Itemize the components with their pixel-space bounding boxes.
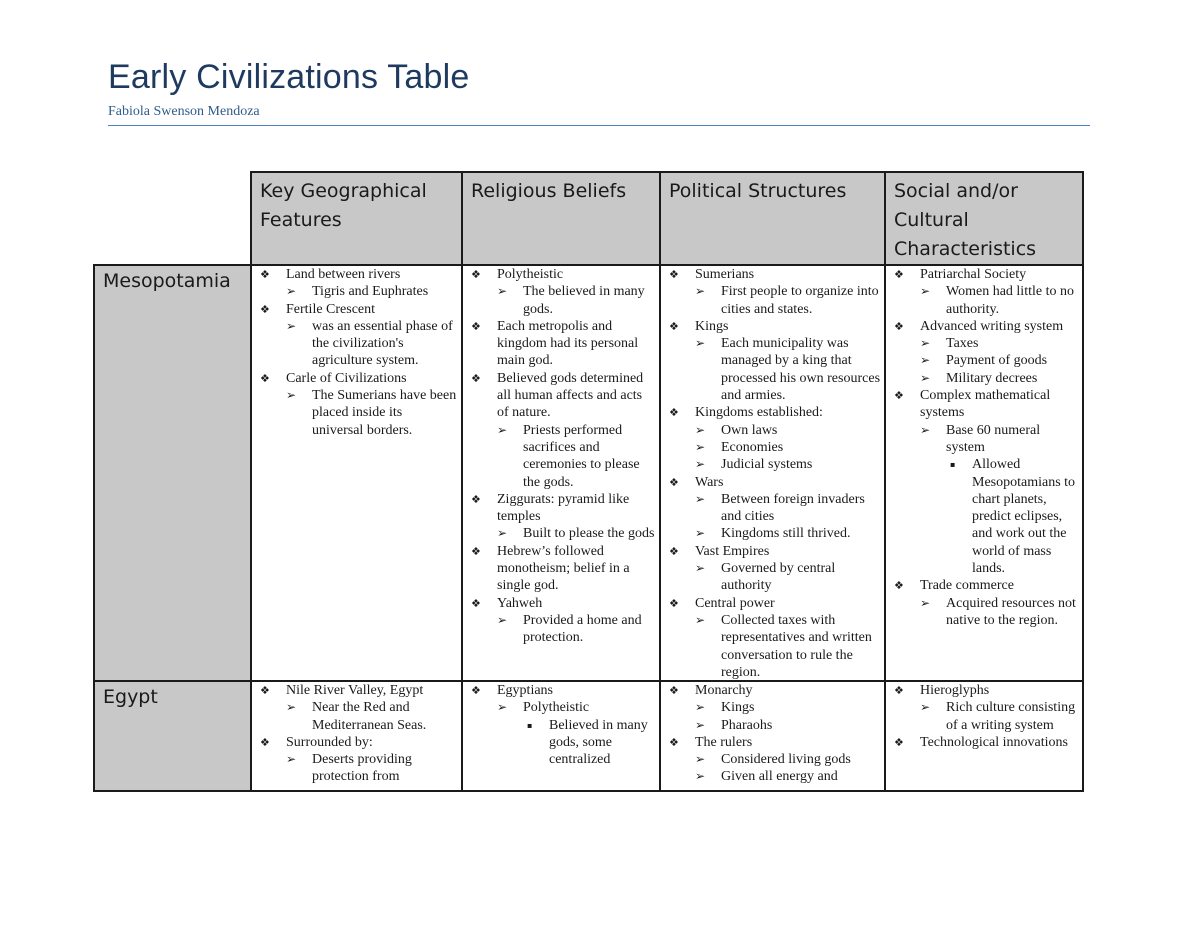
- list-item: [497, 612, 655, 647]
- list-item-text: Built to please the gods: [523, 526, 655, 542]
- table-cell: [462, 681, 660, 791]
- bullet-list: [260, 266, 457, 439]
- square-bullet-icon: ▪: [527, 720, 533, 730]
- cell-content: [252, 682, 461, 790]
- diamond-star-bullet-icon: ❖: [471, 371, 481, 385]
- list-item-text: Kings: [721, 700, 755, 716]
- table-corner-cell: [94, 172, 251, 265]
- list-item-text: Acquired resources not native to the region.: [946, 595, 1076, 628]
- list-item: [669, 318, 880, 404]
- table-cell: [251, 681, 462, 791]
- arrow-bullet-icon: ➢: [695, 284, 706, 299]
- list-item-text: Believed gods determined all human affects and acts of nature.: [497, 370, 644, 421]
- list-item-text: The rulers: [695, 734, 753, 750]
- list-item-text: Wars: [695, 474, 724, 490]
- list-item: [260, 734, 457, 786]
- list-item: [920, 422, 1078, 578]
- list-item: [695, 491, 880, 526]
- cell-content: [463, 682, 659, 790]
- list-item: [260, 301, 457, 370]
- list-item-text: Carle of Civilizations: [286, 370, 407, 386]
- diamond-star-bullet-icon: ❖: [894, 389, 904, 403]
- diamond-star-bullet-icon: ❖: [471, 596, 481, 610]
- bullet-list: [894, 682, 1078, 751]
- arrow-bullet-icon: ➢: [920, 370, 931, 385]
- arrow-bullet-icon: ➢: [695, 422, 706, 437]
- arrow-bullet-icon: ➢: [920, 422, 931, 437]
- diamond-star-bullet-icon: ❖: [669, 406, 679, 420]
- arrow-bullet-icon: ➢: [286, 284, 297, 299]
- diamond-star-bullet-icon: ❖: [669, 684, 679, 697]
- bullet-list: [920, 283, 1078, 318]
- list-item-text: Tigris and Euphrates: [312, 284, 429, 300]
- diamond-star-bullet-icon: ❖: [471, 492, 481, 506]
- cell-content: [886, 266, 1082, 680]
- bullet-list: [286, 283, 457, 300]
- list-item-text: Fertile Crescent: [286, 301, 376, 317]
- list-item-text: Egyptians: [497, 683, 553, 698]
- list-item-text: Ziggurats: pyramid like temples: [497, 491, 630, 525]
- column-header-social: Social and/or Cultural Characteristics: [885, 172, 1083, 265]
- bullet-list: [471, 266, 655, 647]
- list-item: [286, 318, 457, 370]
- arrow-bullet-icon: ➢: [920, 284, 931, 299]
- arrow-bullet-icon: ➢: [920, 595, 931, 610]
- list-item: [669, 543, 880, 595]
- diamond-star-bullet-icon: ❖: [669, 735, 679, 749]
- list-item: [497, 525, 655, 542]
- list-item: [669, 682, 880, 734]
- diamond-star-bullet-icon: ❖: [669, 268, 679, 281]
- list-item: [695, 612, 880, 680]
- list-item: [894, 266, 1078, 318]
- list-item-text: Allowed Mesopotamians to chart planets, predict eclipses, and work out the world of mass lands.: [972, 457, 1076, 577]
- list-item: [471, 370, 655, 491]
- list-item-text: Economies: [721, 439, 784, 455]
- list-item-text: First people to organize into cities and states.: [721, 284, 879, 317]
- list-item-text: Sumerians: [695, 267, 755, 282]
- list-item-text: Yahweh: [497, 595, 543, 611]
- list-item-text: Military decrees: [946, 370, 1038, 386]
- diamond-star-bullet-icon: ❖: [669, 319, 679, 333]
- list-item: [695, 525, 880, 542]
- list-item-text: Pharaohs: [721, 717, 773, 733]
- list-item-text: Judicial systems: [721, 457, 813, 473]
- table-row-mesopotamia: [94, 265, 1083, 681]
- arrow-bullet-icon: ➢: [497, 526, 508, 541]
- table-cell: [660, 265, 885, 681]
- bullet-list: [695, 751, 880, 786]
- list-item: [695, 560, 880, 595]
- list-item: [497, 283, 655, 318]
- list-item: [920, 352, 1078, 369]
- diamond-star-bullet-icon: ❖: [471, 684, 481, 697]
- bullet-list: [260, 682, 457, 786]
- list-item-text: Each municipality was managed by a king that processed his own resources and armies.: [721, 336, 881, 404]
- list-item-text: Near the Red and Mediterranean Seas.: [312, 700, 427, 733]
- list-item: [695, 439, 880, 456]
- diamond-star-bullet-icon: ❖: [894, 735, 904, 749]
- bullet-list: [946, 456, 1078, 577]
- diamond-star-bullet-icon: ❖: [260, 684, 270, 697]
- list-item: [260, 682, 457, 734]
- arrow-bullet-icon: ➢: [695, 769, 706, 784]
- list-item-text: Nile River Valley, Egypt: [286, 683, 424, 698]
- bullet-list: [920, 699, 1078, 734]
- document-title: Early Civilizations Table: [108, 58, 470, 96]
- arrow-bullet-icon: ➢: [497, 284, 508, 299]
- cell-content: [661, 266, 884, 680]
- list-item-text: Considered living gods: [721, 752, 851, 768]
- bullet-list: [523, 717, 655, 769]
- arrow-bullet-icon: ➢: [286, 388, 297, 403]
- bullet-list: [286, 699, 457, 734]
- list-item: [695, 456, 880, 473]
- table-row-egypt: [94, 681, 1083, 791]
- bullet-list: [695, 283, 880, 318]
- list-item-text: Polytheistic: [523, 700, 590, 716]
- list-item-text: Priests performed sacrifices and ceremonies to please the gods.: [523, 422, 640, 490]
- list-item-text: Surrounded by:: [286, 734, 373, 750]
- list-item-text: Complex mathematical systems: [920, 388, 1051, 421]
- bullet-list: [695, 699, 880, 734]
- list-item: [894, 577, 1078, 629]
- list-item: [920, 283, 1078, 318]
- list-item: [471, 266, 655, 318]
- bullet-list: [669, 682, 880, 786]
- list-item: [894, 318, 1078, 387]
- arrow-bullet-icon: ➢: [286, 752, 297, 767]
- cell-content: [661, 682, 884, 790]
- bullet-list: [497, 612, 655, 647]
- list-item-text: Between foreign invaders and cities: [721, 491, 865, 525]
- list-item-text: Kingdoms still thrived.: [721, 526, 851, 542]
- list-item: [669, 595, 880, 680]
- diamond-star-bullet-icon: ❖: [894, 268, 904, 281]
- cell-content: [886, 682, 1082, 790]
- list-item: [471, 595, 655, 647]
- list-item: [695, 717, 880, 734]
- diamond-star-bullet-icon: ❖: [471, 268, 481, 281]
- bullet-list: [497, 422, 655, 491]
- diamond-star-bullet-icon: ❖: [260, 735, 270, 749]
- diamond-star-bullet-icon: ❖: [669, 475, 679, 489]
- arrow-bullet-icon: ➢: [497, 700, 508, 715]
- list-item-text: Kings: [695, 318, 729, 334]
- list-item: [497, 699, 655, 768]
- bullet-list: [286, 751, 457, 786]
- diamond-star-bullet-icon: ❖: [471, 319, 481, 333]
- table-cell: [660, 681, 885, 791]
- civilizations-table: [93, 171, 1084, 792]
- list-item: [260, 370, 457, 439]
- arrow-bullet-icon: ➢: [695, 336, 706, 351]
- bullet-list: [920, 422, 1078, 578]
- document-author: Fabiola Swenson Mendoza: [108, 104, 260, 119]
- arrow-bullet-icon: ➢: [920, 336, 931, 351]
- list-item: [260, 266, 457, 301]
- list-item: [286, 699, 457, 734]
- list-item: [894, 734, 1078, 751]
- bullet-list: [497, 525, 655, 542]
- diamond-star-bullet-icon: ❖: [260, 302, 270, 316]
- bullet-list: [695, 491, 880, 543]
- diamond-star-bullet-icon: ❖: [894, 579, 904, 593]
- diamond-star-bullet-icon: ❖: [894, 684, 904, 697]
- arrow-bullet-icon: ➢: [497, 612, 508, 627]
- list-item: [695, 335, 880, 404]
- arrow-bullet-icon: ➢: [695, 700, 706, 715]
- list-item-text: Deserts providing protection from: [312, 752, 412, 785]
- list-item: [286, 283, 457, 300]
- list-item-text: Given all energy and: [721, 769, 838, 785]
- list-item: [920, 699, 1078, 734]
- list-item: [669, 266, 880, 318]
- list-item: [695, 422, 880, 439]
- arrow-bullet-icon: ➢: [695, 561, 706, 576]
- list-item-text: was an essential phase of the civilization's agriculture system.: [312, 318, 453, 369]
- cell-content: [252, 266, 461, 680]
- diamond-star-bullet-icon: ❖: [260, 371, 270, 385]
- arrow-bullet-icon: ➢: [695, 439, 706, 454]
- bullet-list: [669, 266, 880, 680]
- list-item-text: Rich culture consisting of a writing system: [946, 700, 1076, 733]
- column-header-religion: Religious Beliefs: [462, 172, 660, 265]
- arrow-bullet-icon: ➢: [497, 422, 508, 437]
- diamond-star-bullet-icon: ❖: [669, 596, 679, 610]
- list-item-text: Believed in many gods, some centralized: [549, 717, 648, 768]
- list-item: [695, 751, 880, 768]
- list-item-text: Provided a home and protection.: [523, 612, 642, 646]
- row-label-mesopotamia: Mesopotamia: [94, 265, 251, 681]
- diamond-star-bullet-icon: ❖: [471, 544, 481, 558]
- diamond-star-bullet-icon: ❖: [260, 268, 270, 281]
- list-item-text: Vast Empires: [695, 543, 770, 559]
- list-item: [894, 387, 1078, 577]
- list-item-text: Monarchy: [695, 683, 753, 698]
- list-item: [695, 768, 880, 785]
- table-cell: [885, 681, 1083, 791]
- list-item-text: Own laws: [721, 422, 778, 438]
- list-item-text: Advanced writing system: [920, 318, 1064, 334]
- diamond-star-bullet-icon: ❖: [894, 319, 904, 333]
- bullet-list: [894, 266, 1078, 629]
- arrow-bullet-icon: ➢: [920, 700, 931, 715]
- cell-content: [463, 266, 659, 680]
- bullet-list: [497, 699, 655, 768]
- list-item-text: Hebrew’s followed monotheism; belief in a single god.: [497, 543, 630, 594]
- list-item-text: Base 60 numeral system: [946, 422, 1041, 455]
- list-item: [497, 422, 655, 491]
- list-item: [286, 751, 457, 786]
- list-item: [471, 543, 655, 595]
- arrow-bullet-icon: ➢: [695, 752, 706, 767]
- table-header-row: [94, 172, 1083, 265]
- arrow-bullet-icon: ➢: [695, 612, 706, 627]
- list-item: [669, 474, 880, 543]
- bullet-list: [695, 422, 880, 474]
- list-item-text: Patriarchal Society: [920, 267, 1027, 282]
- list-item-text: Taxes: [946, 336, 979, 352]
- list-item: [946, 456, 1078, 577]
- bullet-list: [471, 682, 655, 768]
- arrow-bullet-icon: ➢: [695, 526, 706, 541]
- list-item-text: Kingdoms established:: [695, 405, 823, 421]
- list-item: [920, 595, 1078, 630]
- bullet-list: [695, 335, 880, 404]
- square-bullet-icon: ▪: [950, 460, 956, 470]
- column-header-geography: Key Geographical Features: [251, 172, 462, 265]
- column-header-politics: Political Structures: [660, 172, 885, 265]
- list-item: [695, 699, 880, 716]
- diamond-star-bullet-icon: ❖: [669, 544, 679, 558]
- bullet-list: [920, 595, 1078, 630]
- bullet-list: [286, 387, 457, 439]
- list-item-text: Central power: [695, 595, 775, 611]
- list-item-text: Each metropolis and kingdom had its personal main god.: [497, 318, 639, 369]
- title-divider: [108, 125, 1090, 126]
- bullet-list: [695, 560, 880, 595]
- list-item-text: The Sumerians have been placed inside its universal borders.: [312, 388, 457, 438]
- list-item: [695, 283, 880, 318]
- list-item: [471, 491, 655, 543]
- arrow-bullet-icon: ➢: [695, 457, 706, 472]
- table-cell: [251, 265, 462, 681]
- list-item: [471, 682, 655, 768]
- list-item-text: Hieroglyphs: [920, 683, 990, 698]
- list-item-text: Polytheistic: [497, 267, 564, 282]
- list-item: [894, 682, 1078, 734]
- list-item-text: Trade commerce: [920, 578, 1014, 594]
- list-item-text: Technological innovations: [920, 734, 1068, 750]
- arrow-bullet-icon: ➢: [920, 353, 931, 368]
- list-item-text: Governed by central authority: [721, 561, 836, 594]
- table-cell: [885, 265, 1083, 681]
- list-item-text: The believed in many gods.: [523, 284, 645, 317]
- list-item: [523, 717, 655, 769]
- bullet-list: [497, 283, 655, 318]
- arrow-bullet-icon: ➢: [695, 717, 706, 732]
- list-item: [669, 404, 880, 473]
- list-item: [471, 318, 655, 370]
- list-item-text: Collected taxes with representatives and written conversation to rule the region.: [721, 612, 872, 680]
- list-item-text: Payment of goods: [946, 353, 1048, 369]
- bullet-list: [920, 335, 1078, 387]
- arrow-bullet-icon: ➢: [286, 318, 297, 333]
- arrow-bullet-icon: ➢: [286, 700, 297, 715]
- list-item: [669, 734, 880, 786]
- arrow-bullet-icon: ➢: [695, 491, 706, 506]
- list-item-text: Women had little to no authority.: [946, 284, 1074, 317]
- row-label-egypt: Egypt: [94, 681, 251, 791]
- bullet-list: [286, 318, 457, 370]
- table-cell: [462, 265, 660, 681]
- list-item: [286, 387, 457, 439]
- bullet-list: [695, 612, 880, 680]
- list-item: [920, 335, 1078, 352]
- list-item-text: Land between rivers: [286, 267, 401, 282]
- list-item: [920, 370, 1078, 387]
